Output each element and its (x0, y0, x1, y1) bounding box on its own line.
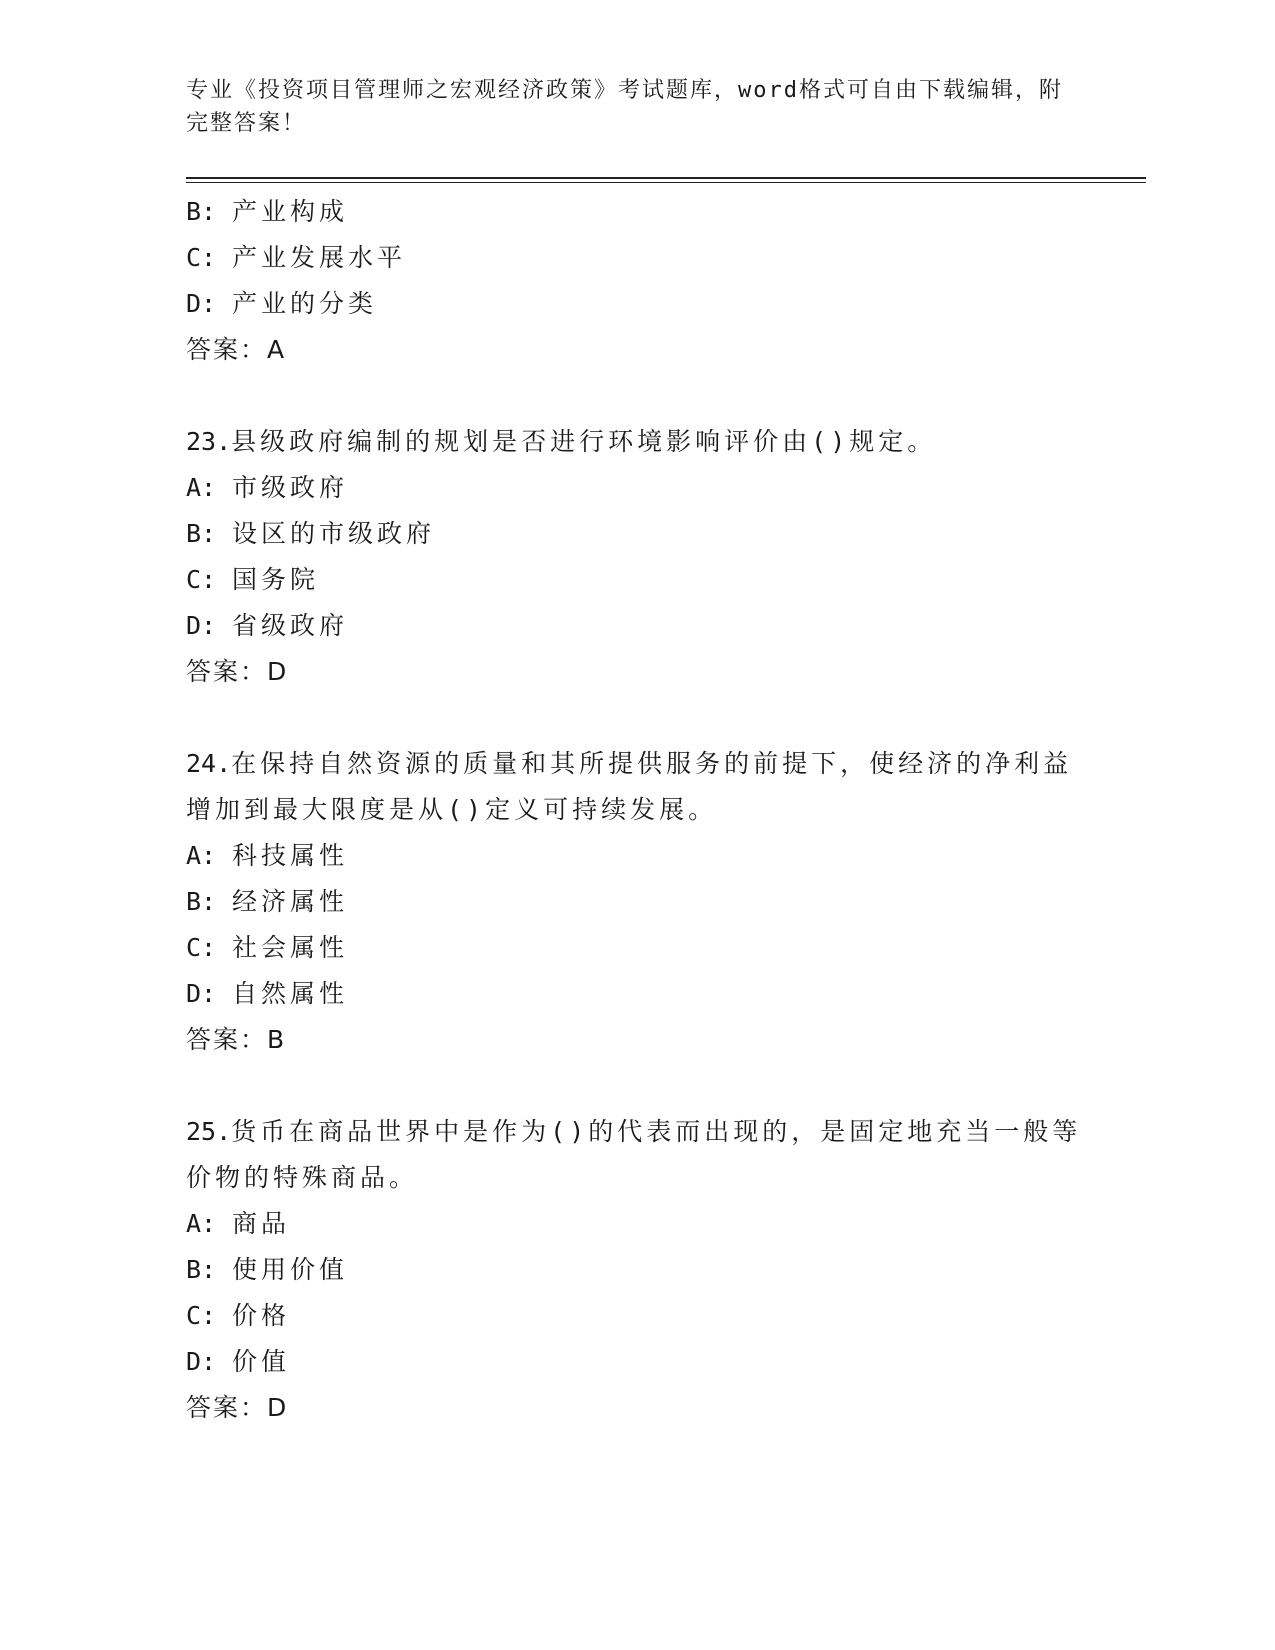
option-text: 市级政府 (232, 473, 349, 502)
question-number: 23. (186, 427, 232, 456)
option-label: A: (186, 841, 217, 870)
option-label: A: (186, 1209, 217, 1238)
option-c (186, 1293, 1086, 1339)
option-b (186, 879, 1086, 925)
option-text: 产业的分类 (232, 289, 378, 318)
option-label: D: (186, 611, 217, 640)
option-b (186, 511, 1086, 557)
option-label: D: (186, 289, 217, 318)
option-d (186, 281, 1086, 327)
question-text (186, 1109, 1086, 1155)
option-text: 省级政府 (232, 611, 349, 640)
question-number: 24. (186, 749, 232, 778)
question-text-line: 货币在商品世界中是作为()的代表而出现的，是固定地充当一般等 (231, 1117, 1082, 1146)
answer-label: 答案： (186, 335, 268, 364)
option-text: 使用价值 (232, 1255, 349, 1284)
option-label: A: (186, 473, 217, 502)
option-text: 商品 (232, 1209, 291, 1238)
question-22-tail (186, 189, 1086, 373)
question-list (186, 189, 1086, 1431)
answer-label: 答案： (186, 1393, 268, 1422)
question-23 (186, 419, 1086, 695)
option-c (186, 557, 1086, 603)
option-text: 价值 (232, 1347, 291, 1376)
spacer (186, 373, 1086, 419)
option-c (186, 925, 1086, 971)
option-d (186, 971, 1086, 1017)
question-text-line: 价物的特殊商品。 (186, 1163, 419, 1192)
question-text-line: 增加到最大限度是从()定义可持续发展。 (186, 795, 718, 824)
option-text: 设区的市级政府 (232, 519, 436, 548)
option-label: C: (186, 1301, 217, 1330)
question-number: 25. (186, 1117, 232, 1146)
option-label: C: (186, 243, 217, 272)
answer-line (186, 327, 1086, 373)
option-text: 价格 (232, 1301, 291, 1330)
option-label: B: (186, 519, 217, 548)
question-24 (186, 741, 1086, 1063)
option-text: 产业发展水平 (232, 243, 407, 272)
option-c (186, 235, 1086, 281)
option-label: B: (186, 197, 217, 226)
answer-line (186, 1017, 1086, 1063)
answer-value: B (267, 1025, 287, 1054)
question-text-continued (186, 1155, 1086, 1201)
question-text-line: 在保持自然资源的质量和其所提供服务的前提下，使经济的净利益 (231, 749, 1073, 778)
option-text: 国务院 (232, 565, 320, 594)
question-text-continued (186, 787, 1086, 833)
option-text: 产业构成 (232, 197, 349, 226)
spacer (186, 695, 1086, 741)
answer-label: 答案： (186, 657, 268, 686)
option-text: 社会属性 (232, 933, 349, 962)
option-d (186, 1339, 1086, 1385)
answer-label: 答案： (186, 1025, 268, 1054)
spacer (186, 1063, 1086, 1109)
header-rule-thin (186, 182, 1146, 183)
option-label: B: (186, 887, 217, 916)
option-text: 自然属性 (232, 979, 349, 1008)
option-b (186, 1247, 1086, 1293)
option-label: D: (186, 979, 217, 1008)
option-a (186, 1201, 1086, 1247)
answer-value: D (267, 1393, 289, 1422)
question-text (186, 419, 1086, 465)
option-d (186, 603, 1086, 649)
option-label: C: (186, 565, 217, 594)
answer-value: A (267, 335, 287, 364)
question-25 (186, 1109, 1086, 1431)
question-text-line: 县级政府编制的规划是否进行环境影响评价由()规定。 (231, 427, 937, 456)
option-label: C: (186, 933, 217, 962)
option-label: B: (186, 1255, 217, 1284)
option-label: D: (186, 1347, 217, 1376)
option-text: 经济属性 (232, 887, 349, 916)
option-text: 科技属性 (232, 841, 349, 870)
option-a (186, 833, 1086, 879)
answer-value: D (267, 657, 289, 686)
header-note: 专业《投资项目管理师之宏观经济政策》考试题库，word格式可自由下载编辑，附完整答案！ (186, 78, 1063, 136)
answer-line (186, 1385, 1086, 1431)
header-rule-thick (186, 177, 1146, 179)
option-a (186, 465, 1086, 511)
option-b (186, 189, 1086, 235)
question-text (186, 741, 1086, 787)
answer-line (186, 649, 1086, 695)
